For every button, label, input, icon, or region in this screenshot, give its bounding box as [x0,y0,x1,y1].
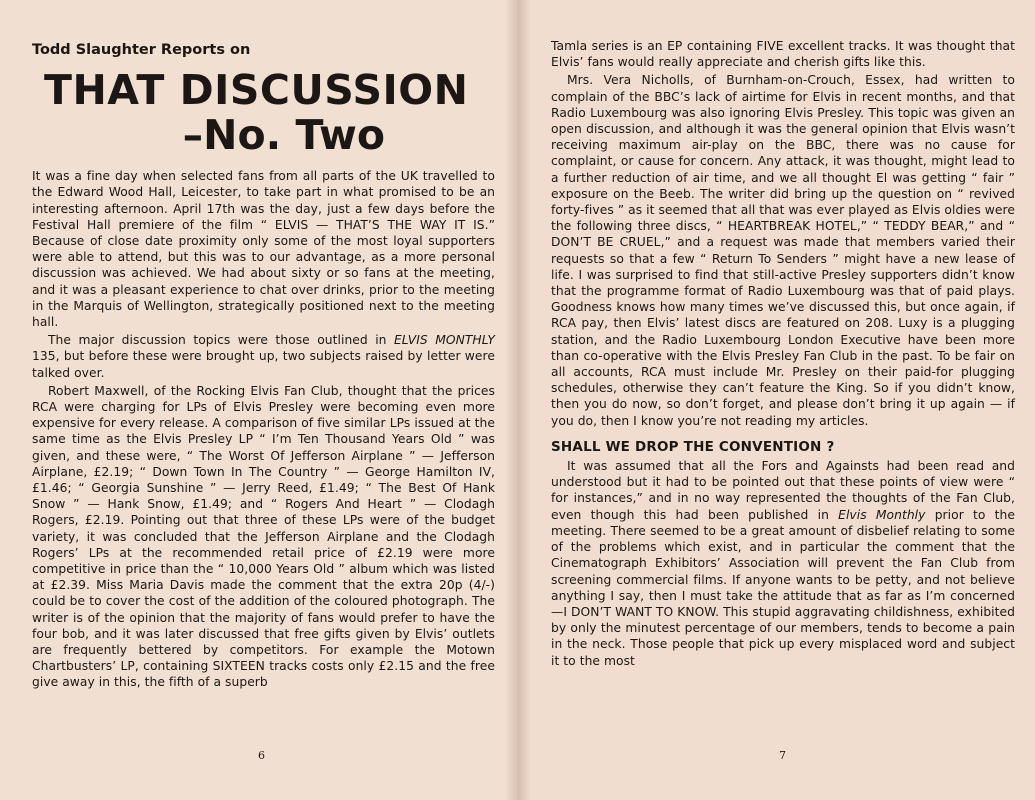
text-run: prior to the meeting. There seemed to be a great amount of disbelief relating to some of the problems which exist, and in particular the comment that the Cinematograph Exhibitors’ Association will prevent the Fan Club from screening commercial films. If anyone wants to be petty, and not believe anything I say, then I must take the attitude that as far as I’m concerned—I DON’T WANT TO KNOW. This stupid aggravating childishness, exhibited by only the minutest percentage of our members, tends to become a pain in the neck. Those people that pick up every misplaced word and subject it to the most [551,507,1015,668]
paragraph: Robert Maxwell, of the Rocking Elvis Fan Club, thought that the prices RCA were charging for LPs of Elvis Presley were becoming even more expensive for every release. A comparison of five similar LPs issued at the same time as the Elvis Presley LP “ I’m Ten Thousand Years Old ” was given, and these were, “ The Worst Of Jefferson Airplane ” — Jefferson Airplane, £2.19; “ Down Town In The Country ” — George Hamilton IV, £1.46; “ Georgia Sunshine ” — Jerry Reed, £1.49; “ The Best Of Hank Snow ” — Hank Snow, £1.49; and “ Rogers And Heart ” — Clodagh Rogers, £2.19. Pointing out that three of these LPs were of the budget variety, it was concluded that the Jefferson Airplane and the Clodagh Rogers’ LPs at the recommended retail price of £2.19 were more competitive in price than the “ 10,000 Years Old ” album which was listed at £2.39. Miss Maria Davis made the comment that the extra 20p (4/-) could be to cover the cost of the addition of the coloured photograph. The writer is of the opinion that the majority of fans would prefer to have the four bob, and it was later discussed that free gifts given by Elvis’ outlets are frequently bettered by competitors. For example the Motown Chartbusters’ LP, containing SIXTEEN tracks costs only £2.15 and the free give away in this, the fifth of a superb [32,383,495,690]
text-run: The major discussion topics were those outlined in [48,333,394,348]
section-heading: SHALL WE DROP THE CONVENTION ? [551,438,835,455]
paragraph: Tamla series is an EP containing FIVE excellent tracks. It was thought that Elvis’ fans would really appreciate and cherish gifts like this. [551,39,1015,70]
text-run: 135, but before these were brought up, two subjects raised by letter were talked over. [32,349,495,380]
right-page [517,0,1035,800]
headline-line-2: –No. Two [182,111,385,160]
headline-line-1: THAT DISCUSSION [44,66,469,114]
paragraph: It was a fine day when selected fans from all parts of the UK travelled to the Edward Wood Hall, Leicester, to take part in what promised to be an interesting afternoon. April 17th was the day, just a few days before the Festival Hall premiere of the film “ ELVIS — THAT’S THE WAY IT IS.” Because of close date proximity only some of the most loyal supporters were able to attend, but this was to our advantage, as a more personal discussion was achieved. We had about sixty or so fans at the meeting, and it was a pleasant experience to chat over drinks, prior to the meeting in the Marquis of Wellington, strategically positioned next to the meeting hall. [32,169,495,330]
publication-title: ELVIS MONTHLY [393,333,495,348]
right-article-body [551,38,1015,669]
spine-gutter [505,0,531,800]
left-page [0,0,517,800]
left-article-body [32,168,495,691]
paragraph [32,332,495,381]
publication-title: Elvis Monthly [838,507,926,522]
byline: Todd Slaughter Reports on [32,42,251,58]
paragraph: Mrs. Vera Nicholls, of Burnham-on-Crouch, Essex, had written to complain of the BBC’s lack of airtime for Elvis in recent months, and that Radio Luxembourg was also ignoring Elvis Presley. This topic was given an open discussion, and although it was the general opinion that Elvis wasn’t receiving maximum air-play on the BBC, there was no cause for complaint, or cause for concern. Any attack, it was thought, might lead to a further reduction of air time, and we all thought El was getting “ fair ” exposure on the Beeb. The writer did bring up the question on “ revived forty-fives ” as it seemed that all that was ever played as Elvis oldies were the following three discs, “ HEARTBREAK HOTEL,” “ TEDDY BEAR,” and “ DON’T BE CRUEL,” and a request was made that members varied their requests so that a few “ Return To Senders ” might have a new lease of life. I was surprised to find that still-active Presley supporters didn’t know that the programme format of Radio Luxembourg was that of paid plays. Goodness knows how many times we’ve discussed this, but once again, if RCA pay, then Elvis’ latest discs are featured on 208. Luxy is a plugging station, and the Radio Luxembourg London Executive have been more than co-operative with the Elvis Presley Fan Club in the past. To be fair on all accounts, RCA must include Mr. Presley on their paid-for plugging schedules, otherwise they can’t feature the King. So if you didn’t know, then you do now, so don’t forget, and please don’t bring it up again — if you do, then I know you’re not reading my articles. [551,73,1015,428]
page-number: 6 [258,749,265,762]
paragraph [551,458,1015,669]
page-number: 7 [779,749,786,762]
text-run: It was assumed that all the Fors and Againsts had been read and understood but it had to be pointed out that these points of view were “ for instances,” and in no way represented the thoughts of the Fan Club, even though this had been published in [551,459,1015,522]
